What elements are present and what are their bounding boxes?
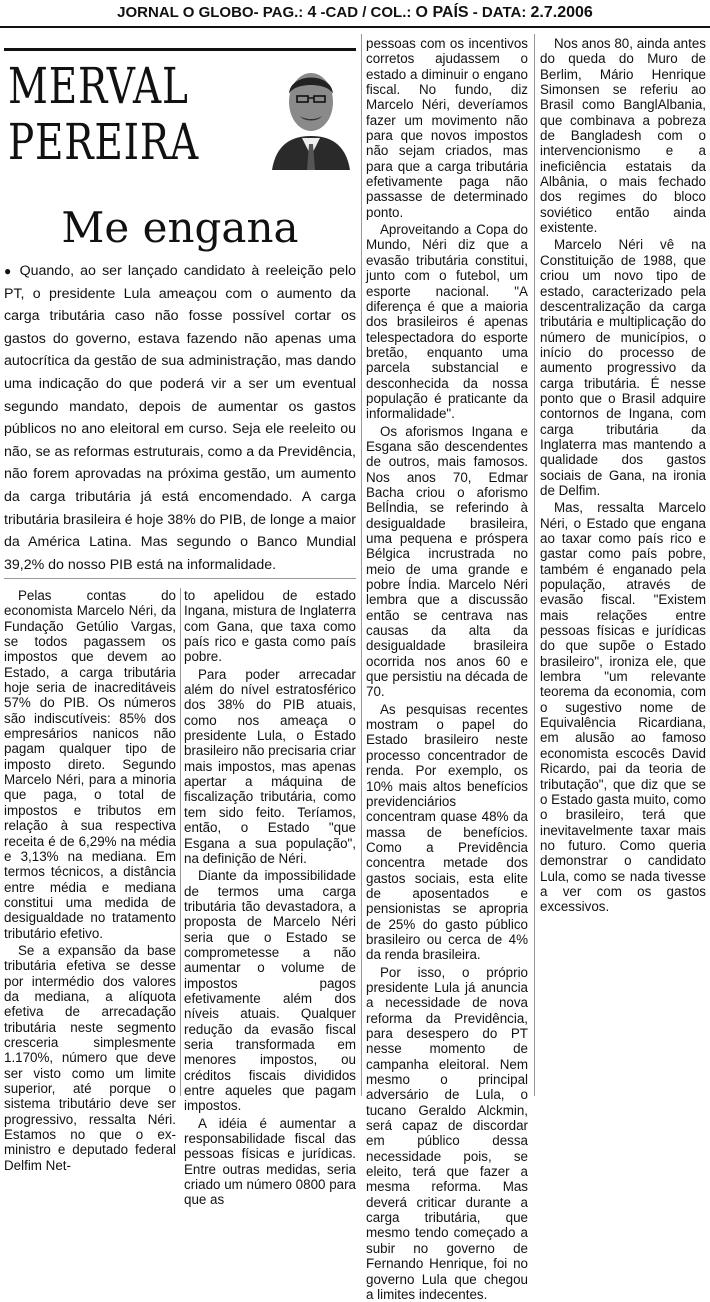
paragraph: to apelidou de estado Ingana, mistura de Inglaterra com Gana, que taxa como país rico e gasta como país pobre. [184,588,356,665]
paragraph: Nos anos 80, ainda antes do queda do Muro de Berlim, Mário Henrique Simonsen se referiu ao Brasil como BanglAlbania, que combinava a pobreza de Bangladesh com o intervencionismo e a ineficiência estatais da Albânia, o mais fechado dos regimes do bloco soviético então ainda existente. [540,36,706,236]
paragraph: Por isso, o próprio presidente Lula já anuncia a necessidade de nova reforma da Previdência, para desespero do PT nesse momento de campanha eleitoral. Nem mesmo o principal adversário de Lula, o tucano Geraldo Alckmin, será capaz de discordar em público dessa necessidade pois, se eleito, terá que fazer a mesma reforma. Mas deverá criticar durante a carga tributária, que mesmo tendo começado a subir no governo de Fernando Henrique, foi no governo Lula que chegou a limites indecentes. [366,964,528,1302]
page-label: - PAG.: [253,4,304,21]
paragraph: Diante da impossibilidade de termos uma carga tributária tão devastadora, a proposta de Marcelo Néri seria que o Estado se comprometesse a não aumentar o volume de impostos pagos efetivamente além dos níveis atuais. Qualquer redução da evasão fiscal seria transformada em menores impostos, ou créditos fiscais divididos entre aqueles que pagam impostos. [184,868,356,1114]
newspaper-name: JORNAL O GLOBO [117,4,254,21]
article-column-3 [366,36,528,1302]
publication-date: 2.7.2006 [530,4,593,21]
columnist-portrait-icon [266,52,356,170]
page-number: 4 [307,4,317,21]
column-divider-3 [534,34,535,1096]
author-first-name: MERVAL [8,57,189,115]
column-divider-2 [361,34,362,1096]
author-last-name: PEREIRA [8,113,199,171]
article-headline: Me engana [61,203,299,252]
column-masthead [4,48,354,178]
masthead-rule [4,48,356,51]
paragraph: Para poder arrecadar além do nível estratosférico dos 38% do PIB atuais, como nos ameaça o presidente Lula, o Estado brasileiro não precisaria criar mais impostos, mas apenas apertar a máquina de fiscalização tributária, como tem sido feito. Teríamos, então, o Estado "que Esgana a sua população", na definição de Néri. [184,666,356,866]
portrait-graphic [266,52,356,170]
paragraph: A idéia é aumentar a responsabilidade fiscal das pessoas físicas e jurídicas. Entre outras medidas, seria criado um número 0800 para que as [184,1115,356,1208]
paragraph: Mas, ressalta Marcelo Néri, o Estado que engana ao taxar como país rico e gastar como país pobre, também é enganado pela população, através de evasão fiscal. "Existem mais relações entre pessoas físicas e jurídicas do que supõe o Estado brasileiro", ironiza ele, que lembra "um relevante teorema da economia, com o sugestivo nome de Equivalência Ricardiana, em alusão ao famoso economista escocês David Ricardo, pai da teoria de tributação", que diz que se o Estado gasta muito, como o brasileiro, terá que inevitavelmente taxar mais no futuro. Como queria demonstrar o candidato Lula, como se nada tivesse a ver com os gastos excessivos. [540,500,706,915]
author-name [8,57,199,171]
paragraph: Aproveitando a Copa do Mundo, Néri diz que a evasão tributária constitui, junto com o futebol, um esporte nacional. "A diferença é que a maioria dos brasileiros é apenas telespectadora do esporte bretão, enquanto uma parcela substancial e desconhecida da nossa população é praticante da informalidade". [366,222,528,422]
paragraph: As pesquisas recentes mostram o papel do Estado brasileiro neste processo concentrador de renda. Por exemplo, os 10% mais altos benefícios previdenciários concentram quase 48% da massa de benefícios. Como a Previdência concentra metade dos gastos sociais, esta elite de aposentados e pensionistas se apropria de 25% do gasto público brasileiro ou cerca de 4% da renda brasileira. [366,701,528,963]
lead-divider [4,578,356,579]
date-label: - DATA: [472,4,527,21]
section-name: O PAÍS [415,4,469,21]
article-column-4 [540,36,706,1096]
paragraph: pessoas com os incentivos corretos ajudassem o estado a diminuir o engano fiscal. No fundo, diz Marcelo Néri, deveríamos fazer um movimento não para que novos impostos não sejam criados, mas para que a carga tributária efetivamente paga não passasse de determinado ponto. [366,36,528,220]
article-column-1 [4,588,176,1173]
paragraph: Pelas contas do economista Marcelo Néri, da Fundação Getúlio Vargas, se todos pagassem os impostos que devem ao Estado, a carga tributária hoje seria de inacreditáveis 57% do PIB. Os números são indiscutíveis: 85% dos empresários nanicos não pagam qualquer tipo de imposto direto. Segundo Marcelo Néri, para a minoria que paga, o total de impostos e tributos em relação à sua respectiva receita é de 6,29% na média e 3,13% na mediana. Em termos técnicos, a distância entre média e mediana constitui uma medida de desigualdade no tratamento tributário efetivo. [4,588,176,941]
column-divider-1 [180,588,181,1096]
article-column-2 [184,588,356,1208]
paragraph: Os aforismos Ingana e Esgana são descendentes de outros, mais famosos. Nos anos 70, Edmar Bacha criou o aforismo BelÍndia, se referindo à desigualdade brasileira, uma pequena e próspera Bélgica incrustrada no meio de uma grande e pobre Índia. Marcelo Néri lembra que a discussão então se centrava nas causas da alta da desigualdade brasileira ocorrida nos anos 60 e que persistiu na década de 70. [366,423,528,700]
lead-text: Quando, ao ser lançado candidato à reeleição pelo PT, o presidente Lula ameaçou com o aumento da carga tributária caso não fosse possível cortar os gastos do governo, estava fazendo não apenas uma autocrítica da gestão de sua administração, mas dando uma indicação do que poderá vir a ser um eventual segundo mandato, depois de aumentar os gastos públicos no ano eleitoral em curso. Seja ele reeleito ou não, se as reformas estruturais, como a da Previdência, não forem aprovadas na próxima gestão, um aumento da carga tributária já está encomendado. A carga tributária brasileira é hoje 38% do PIB, de longe a maior da América Latina. Mas segundo o Banco Mundial 39,2% do nosso PIB está na informalidade. [4,263,356,573]
paragraph: Marcelo Néri vê na Constituição de 1988, que criou um novo tipo de estado, caracterizado pela descentralização da carga tributária e multiplicação do número de municípios, o início do processo de aumento progressivo da carga tributária. É nesse ponto que o Brasil adquire contornos de Ingana, com carga tributária da Inglaterra mas mantendo a qualidade dos gastos sociais de Gana, na ironia de Delfim. [540,237,706,498]
paragraph: Se a expansão da base tributária efetiva se desse por intermédio dos valores da mediana, a alíquota efetiva de arrecadação tributária neste segmento cresceria simplesmente 1.170%, número que deve ser visto como um limite superior, até porque o sistema tributário deve ser progressivo, ressalta Néri. Estamos no que o ex-ministro e deputado federal Delfim Net- [4,942,176,1173]
article-lead [4,260,356,576]
clipping-header [0,0,710,28]
cad-label: -CAD / COL.: [320,4,412,21]
bullet-icon: ● [4,264,14,278]
